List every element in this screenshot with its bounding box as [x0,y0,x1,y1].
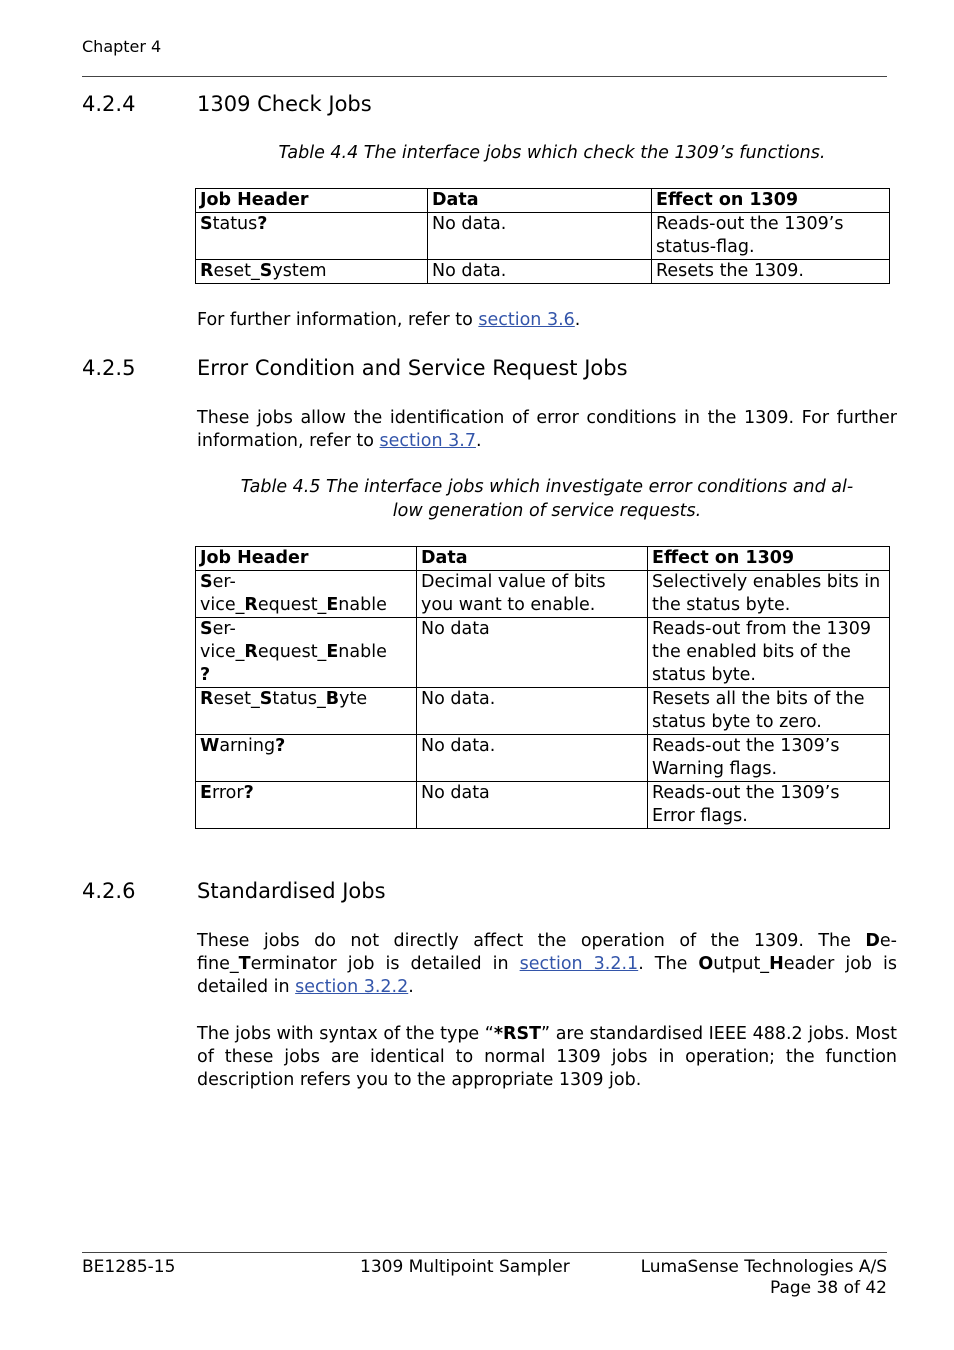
section-title-4-2-6: Standardised Jobs [197,879,386,903]
col-header-job: Job Header [196,547,417,571]
effect-cell: Resets the 1309. [652,260,890,284]
table-row [196,260,890,284]
paragraph-4-2-5: These jobs allow the identification of error conditions in the 1309. For further information, refer to section 3.7. [197,408,897,451]
job-header-cell: Ser-vice_Request_Enable [196,571,417,618]
job-header-cell: Ser-vice_Request_Enable ? [196,618,417,688]
table-4-5-caption [197,475,897,523]
col-header-job: Job Header [196,189,428,213]
effect-cell: Reads-out the 1309’s status-flag. [652,213,890,260]
footer-product: 1309 Multipoint Sampler [360,1257,570,1277]
table-4-4 [195,188,890,284]
effect-cell: Resets all the bits of the status byte to zero. [648,688,890,735]
data-cell: No data. [417,688,648,735]
header-rule [82,76,887,77]
table-row [196,782,890,829]
data-cell: No data. [428,213,652,260]
table-4-4-caption: Table 4.4 The interface jobs which check the 1309’s functions. [278,143,826,163]
effect-cell: Reads-out the 1309’s Error flags. [648,782,890,829]
col-header-effect: Effect on 1309 [648,547,890,571]
data-cell: No data [417,618,648,688]
job-header-cell: Error? [196,782,417,829]
link-section-3-2-1[interactable]: section 3.2.1 [519,954,639,974]
data-cell: Decimal value of bits you want to enable. [417,571,648,618]
col-header-effect: Effect on 1309 [652,189,890,213]
caption-line: low generation of service requests. [392,501,702,521]
job-header-cell: Reset_Status_Byte [196,688,417,735]
effect-cell: Reads-out from the 1309 the enabled bits of the status byte. [648,618,890,688]
table-row [196,735,890,782]
paragraph-4-2-6-b: The jobs with syntax of the type “*RST” are standardised IEEE 488.2 jobs. Most of these jobs are identical to normal 1309 jobs in operation; the function description refers you to the appropriate 1309 job. [197,1024,897,1090]
link-section-3-6[interactable]: section 3.6 [478,310,575,330]
section-number-4-2-4: 4.2.4 [82,92,136,116]
table-4-5 [195,546,890,829]
footer-company: LumaSense Technologies A/S [640,1257,887,1277]
table-row [196,688,890,735]
effect-cell: Selectively enables bits in the status byte. [648,571,890,618]
section-title-4-2-5: Error Condition and Service Request Jobs [197,356,628,380]
data-cell: No data. [428,260,652,284]
data-cell: No data [417,782,648,829]
table-header-row [196,547,890,571]
job-header-cell: Status? [196,213,428,260]
job-header-cell: Warning? [196,735,417,782]
section-number-4-2-5: 4.2.5 [82,356,136,380]
paragraph-4-2-4: For further information, refer to section 3.6. [197,310,581,330]
effect-cell: Reads-out the 1309’s Warning flags. [648,735,890,782]
footer-page-number: Page 38 of 42 [769,1278,887,1298]
footer-doc-id: BE1285-15 [82,1257,176,1277]
caption-line: Table 4.5 The interface jobs which investigate error conditions and al- [240,477,854,497]
table-row [196,618,890,688]
section-number-4-2-6: 4.2.6 [82,879,136,903]
col-header-data: Data [417,547,648,571]
section-title-4-2-4: 1309 Check Jobs [197,92,372,116]
footer-rule [82,1252,887,1253]
data-cell: No data. [417,735,648,782]
running-header-chapter: Chapter 4 [82,37,162,56]
table-row [196,571,890,618]
job-header-cell: Reset_System [196,260,428,284]
table-header-row [196,189,890,213]
table-row [196,213,890,260]
paragraph-4-2-6-a: These jobs do not directly affect the operation of the 1309. The De-fine_Terminator job is detailed in section 3.2.1. The Output_Header job is detailed in section 3.2.2. [197,931,898,997]
link-section-3-2-2[interactable]: section 3.2.2 [295,977,409,997]
link-section-3-7[interactable]: section 3.7 [379,431,476,451]
col-header-data: Data [428,189,652,213]
